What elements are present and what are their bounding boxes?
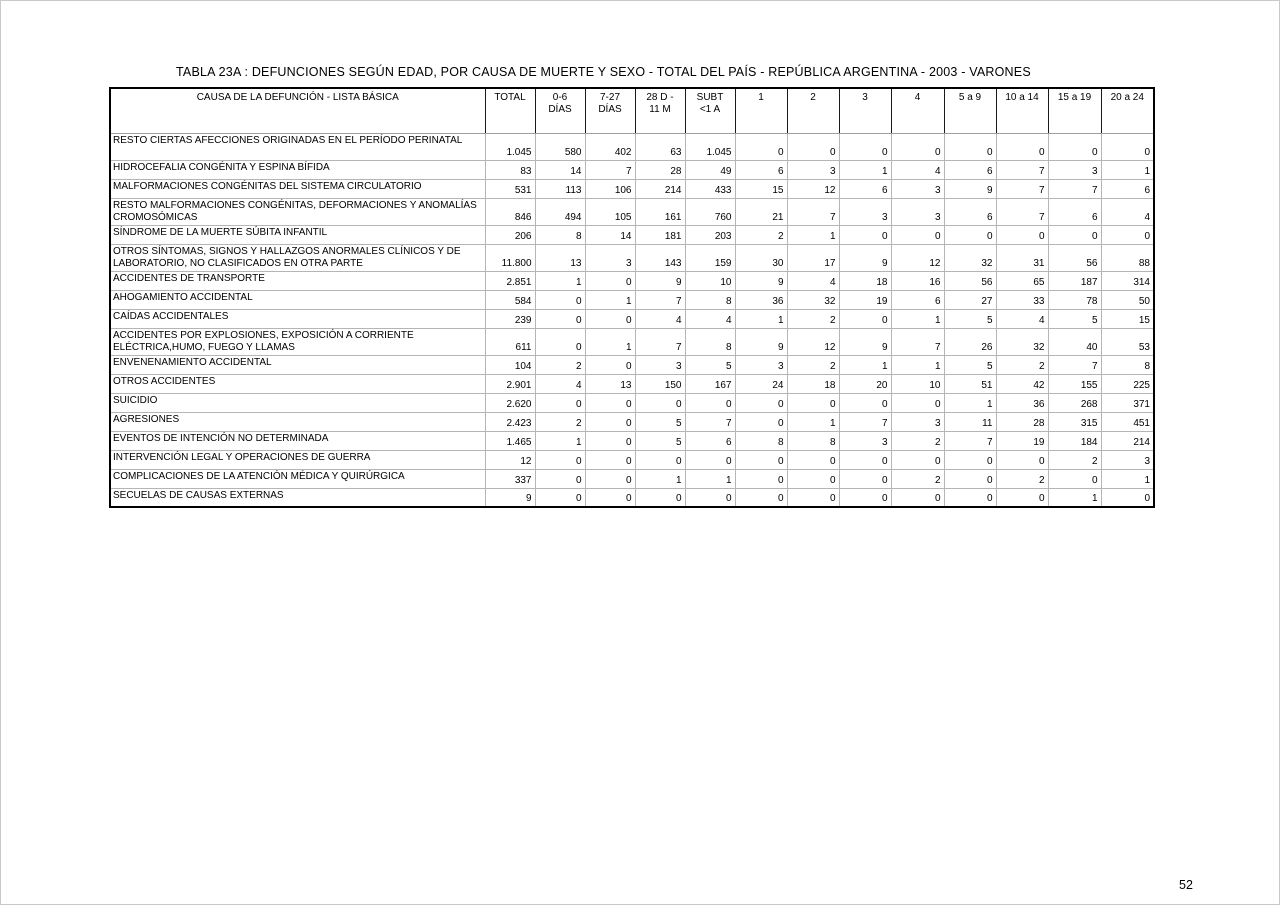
value-cell: 846: [485, 198, 535, 225]
value-cell: 0: [735, 412, 787, 431]
value-cell: 0: [735, 393, 787, 412]
value-cell: 3: [839, 198, 891, 225]
table-row: [110, 412, 1154, 431]
value-cell: 1: [535, 431, 585, 450]
value-cell: 18: [839, 271, 891, 290]
value-cell: 4: [996, 309, 1048, 328]
value-cell: 4: [535, 374, 585, 393]
value-cell: 239: [485, 309, 535, 328]
cause-label-cell: SUICIDIO: [110, 393, 485, 412]
value-cell: 0: [891, 488, 944, 507]
value-cell: 2.851: [485, 271, 535, 290]
header-row: [110, 88, 1154, 133]
cause-label-cell: INTERVENCIÓN LEGAL Y OPERACIONES DE GUERRA: [110, 450, 485, 469]
value-cell: 30: [735, 244, 787, 271]
value-cell: 1.465: [485, 431, 535, 450]
value-cell: 113: [535, 179, 585, 198]
value-cell: 155: [1048, 374, 1101, 393]
value-cell: 0: [685, 393, 735, 412]
value-cell: 5: [685, 355, 735, 374]
value-cell: 0: [585, 412, 635, 431]
value-cell: 0: [585, 355, 635, 374]
value-cell: 584: [485, 290, 535, 309]
defunciones-table: [109, 87, 1155, 508]
value-cell: 181: [635, 225, 685, 244]
value-cell: 0: [585, 271, 635, 290]
value-cell: 1: [685, 469, 735, 488]
table-row: [110, 450, 1154, 469]
value-cell: 1: [839, 160, 891, 179]
value-cell: 150: [635, 374, 685, 393]
value-cell: 6: [839, 179, 891, 198]
value-cell: 49: [685, 160, 735, 179]
column-header: CAUSA DE LA DEFUNCIÓN - LISTA BÁSICA: [110, 88, 485, 133]
value-cell: 2: [787, 355, 839, 374]
value-cell: 104: [485, 355, 535, 374]
value-cell: 0: [1101, 488, 1154, 507]
value-cell: 32: [996, 328, 1048, 355]
value-cell: 0: [996, 133, 1048, 160]
value-cell: 13: [585, 374, 635, 393]
value-cell: 0: [787, 393, 839, 412]
value-cell: 14: [585, 225, 635, 244]
value-cell: 2: [891, 469, 944, 488]
value-cell: 0: [839, 225, 891, 244]
value-cell: 7: [1048, 179, 1101, 198]
value-cell: 0: [891, 225, 944, 244]
value-cell: 12: [787, 179, 839, 198]
value-cell: 1: [1101, 469, 1154, 488]
value-cell: 0: [585, 450, 635, 469]
value-cell: 50: [1101, 290, 1154, 309]
table-row: [110, 244, 1154, 271]
table-row: [110, 374, 1154, 393]
value-cell: 19: [996, 431, 1048, 450]
value-cell: 1: [787, 412, 839, 431]
cause-label-cell: HIDROCEFALIA CONGÉNITA Y ESPINA BÍFIDA: [110, 160, 485, 179]
value-cell: 5: [944, 355, 996, 374]
value-cell: 433: [685, 179, 735, 198]
page-number: 52: [1179, 878, 1193, 892]
value-cell: 1: [1048, 488, 1101, 507]
value-cell: 7: [585, 160, 635, 179]
table-row: [110, 393, 1154, 412]
value-cell: 7: [891, 328, 944, 355]
value-cell: 2: [535, 412, 585, 431]
value-cell: 106: [585, 179, 635, 198]
value-cell: 1: [891, 355, 944, 374]
value-cell: 9: [635, 271, 685, 290]
table-header: [110, 88, 1154, 133]
value-cell: 7: [996, 198, 1048, 225]
value-cell: 187: [1048, 271, 1101, 290]
value-cell: 42: [996, 374, 1048, 393]
value-cell: 0: [944, 450, 996, 469]
value-cell: 0: [535, 488, 585, 507]
value-cell: 0: [891, 133, 944, 160]
value-cell: 9: [839, 244, 891, 271]
column-header: TOTAL: [485, 88, 535, 133]
value-cell: 8: [535, 225, 585, 244]
table-row: [110, 355, 1154, 374]
value-cell: 580: [535, 133, 585, 160]
column-header: 5 a 9: [944, 88, 996, 133]
value-cell: 0: [635, 450, 685, 469]
value-cell: 27: [944, 290, 996, 309]
value-cell: 31: [996, 244, 1048, 271]
value-cell: 12: [485, 450, 535, 469]
value-cell: 0: [585, 393, 635, 412]
value-cell: 6: [735, 160, 787, 179]
value-cell: 5: [944, 309, 996, 328]
value-cell: 0: [839, 450, 891, 469]
value-cell: 0: [1101, 133, 1154, 160]
value-cell: 0: [1048, 469, 1101, 488]
value-cell: 268: [1048, 393, 1101, 412]
value-cell: 9: [839, 328, 891, 355]
value-cell: 2: [787, 309, 839, 328]
value-cell: 21: [735, 198, 787, 225]
value-cell: 0: [839, 393, 891, 412]
value-cell: 78: [1048, 290, 1101, 309]
value-cell: 0: [787, 450, 839, 469]
value-cell: 0: [996, 488, 1048, 507]
value-cell: 0: [685, 488, 735, 507]
table-body: [110, 133, 1154, 507]
table-row: [110, 469, 1154, 488]
value-cell: 7: [1048, 355, 1101, 374]
value-cell: 0: [891, 393, 944, 412]
value-cell: 0: [839, 469, 891, 488]
value-cell: 531: [485, 179, 535, 198]
value-cell: 3: [787, 160, 839, 179]
value-cell: 402: [585, 133, 635, 160]
value-cell: 53: [1101, 328, 1154, 355]
value-cell: 36: [996, 393, 1048, 412]
value-cell: 4: [685, 309, 735, 328]
value-cell: 214: [1101, 431, 1154, 450]
value-cell: 15: [735, 179, 787, 198]
value-cell: 2: [996, 469, 1048, 488]
value-cell: 143: [635, 244, 685, 271]
value-cell: 5: [635, 431, 685, 450]
value-cell: 167: [685, 374, 735, 393]
value-cell: 32: [787, 290, 839, 309]
table-row: [110, 198, 1154, 225]
cause-label-cell: MALFORMACIONES CONGÉNITAS DEL SISTEMA CIRCULATORIO: [110, 179, 485, 198]
cause-label-cell: OTROS ACCIDENTES: [110, 374, 485, 393]
value-cell: 4: [1101, 198, 1154, 225]
value-cell: 9: [944, 179, 996, 198]
value-cell: 1.045: [685, 133, 735, 160]
value-cell: 0: [787, 488, 839, 507]
value-cell: 0: [585, 469, 635, 488]
value-cell: 7: [996, 160, 1048, 179]
value-cell: 2: [735, 225, 787, 244]
value-cell: 7: [635, 328, 685, 355]
value-cell: 0: [891, 450, 944, 469]
cause-label-cell: OTROS SÍNTOMAS, SIGNOS Y HALLAZGOS ANORMALES CLÍNICOS Y DE LABORATORIO, NO CLASIFICADOS EN OTRA PARTE: [110, 244, 485, 271]
value-cell: 2: [535, 355, 585, 374]
value-cell: 0: [944, 488, 996, 507]
value-cell: 9: [735, 328, 787, 355]
value-cell: 494: [535, 198, 585, 225]
value-cell: 6: [891, 290, 944, 309]
column-header: 3: [839, 88, 891, 133]
value-cell: 4: [787, 271, 839, 290]
column-header: 28 D - 11 M: [635, 88, 685, 133]
value-cell: 214: [635, 179, 685, 198]
value-cell: 0: [535, 450, 585, 469]
table-row: [110, 160, 1154, 179]
value-cell: 3: [891, 198, 944, 225]
value-cell: 1: [735, 309, 787, 328]
value-cell: 7: [635, 290, 685, 309]
column-header: 7-27 DÍAS: [585, 88, 635, 133]
cause-label-cell: AHOGAMIENTO ACCIDENTAL: [110, 290, 485, 309]
value-cell: 10: [685, 271, 735, 290]
table-row: [110, 271, 1154, 290]
table-row: [110, 431, 1154, 450]
value-cell: 0: [535, 290, 585, 309]
value-cell: 0: [635, 488, 685, 507]
value-cell: 8: [685, 328, 735, 355]
value-cell: 56: [1048, 244, 1101, 271]
value-cell: 0: [944, 225, 996, 244]
value-cell: 0: [1048, 133, 1101, 160]
value-cell: 28: [996, 412, 1048, 431]
value-cell: 1: [585, 290, 635, 309]
value-cell: 19: [839, 290, 891, 309]
value-cell: 0: [535, 469, 585, 488]
value-cell: 0: [944, 469, 996, 488]
value-cell: 6: [944, 160, 996, 179]
value-cell: 0: [787, 469, 839, 488]
column-header: 15 a 19: [1048, 88, 1101, 133]
value-cell: 0: [735, 488, 787, 507]
value-cell: 7: [685, 412, 735, 431]
value-cell: 2: [891, 431, 944, 450]
value-cell: 8: [735, 431, 787, 450]
table-row: [110, 328, 1154, 355]
cause-label-cell: COMPLICACIONES DE LA ATENCIÓN MÉDICA Y QUIRÚRGICA: [110, 469, 485, 488]
value-cell: 1: [535, 271, 585, 290]
value-cell: 0: [1048, 225, 1101, 244]
value-cell: 0: [996, 450, 1048, 469]
value-cell: 184: [1048, 431, 1101, 450]
value-cell: 63: [635, 133, 685, 160]
column-header: 20 a 24: [1101, 88, 1154, 133]
value-cell: 0: [535, 309, 585, 328]
value-cell: 6: [1048, 198, 1101, 225]
table-title: TABLA 23A : DEFUNCIONES SEGÚN EDAD, POR CAUSA DE MUERTE Y SEXO - TOTAL DEL PAÍS - REPÚBLICA ARGENTINA - 2003 - VARONES: [176, 65, 1031, 79]
value-cell: 225: [1101, 374, 1154, 393]
value-cell: 0: [685, 450, 735, 469]
column-header: SUBT <1 A: [685, 88, 735, 133]
value-cell: 0: [585, 309, 635, 328]
value-cell: 83: [485, 160, 535, 179]
value-cell: 2: [996, 355, 1048, 374]
value-cell: 337: [485, 469, 535, 488]
value-cell: 7: [944, 431, 996, 450]
value-cell: 16: [891, 271, 944, 290]
value-cell: 32: [944, 244, 996, 271]
value-cell: 0: [839, 488, 891, 507]
value-cell: 2.901: [485, 374, 535, 393]
value-cell: 3: [891, 179, 944, 198]
value-cell: 12: [787, 328, 839, 355]
value-cell: 2.423: [485, 412, 535, 431]
value-cell: 1: [839, 355, 891, 374]
value-cell: 11.800: [485, 244, 535, 271]
value-cell: 760: [685, 198, 735, 225]
value-cell: 6: [944, 198, 996, 225]
column-header: 2: [787, 88, 839, 133]
value-cell: 0: [635, 393, 685, 412]
cause-label-cell: CAÍDAS ACCIDENTALES: [110, 309, 485, 328]
value-cell: 56: [944, 271, 996, 290]
cause-label-cell: AGRESIONES: [110, 412, 485, 431]
column-header: 1: [735, 88, 787, 133]
value-cell: 11: [944, 412, 996, 431]
value-cell: 0: [735, 469, 787, 488]
table-row: [110, 179, 1154, 198]
value-cell: 8: [787, 431, 839, 450]
cause-label-cell: ACCIDENTES POR EXPLOSIONES, EXPOSICIÓN A CORRIENTE ELÉCTRICA,HUMO, FUEGO Y LLAMAS: [110, 328, 485, 355]
value-cell: 0: [839, 309, 891, 328]
value-cell: 0: [996, 225, 1048, 244]
value-cell: 9: [485, 488, 535, 507]
value-cell: 6: [1101, 179, 1154, 198]
value-cell: 24: [735, 374, 787, 393]
table-row: [110, 488, 1154, 507]
value-cell: 105: [585, 198, 635, 225]
value-cell: 7: [996, 179, 1048, 198]
value-cell: 20: [839, 374, 891, 393]
value-cell: 611: [485, 328, 535, 355]
value-cell: 6: [685, 431, 735, 450]
value-cell: 3: [735, 355, 787, 374]
value-cell: 12: [891, 244, 944, 271]
value-cell: 4: [635, 309, 685, 328]
value-cell: 1: [635, 469, 685, 488]
value-cell: 36: [735, 290, 787, 309]
value-cell: 1.045: [485, 133, 535, 160]
value-cell: 26: [944, 328, 996, 355]
value-cell: 0: [585, 431, 635, 450]
column-header: 10 a 14: [996, 88, 1048, 133]
table-row: [110, 225, 1154, 244]
column-header: 0-6 DÍAS: [535, 88, 585, 133]
value-cell: 3: [891, 412, 944, 431]
value-cell: 1: [585, 328, 635, 355]
table-row: [110, 133, 1154, 160]
value-cell: 315: [1048, 412, 1101, 431]
value-cell: 0: [535, 393, 585, 412]
value-cell: 5: [1048, 309, 1101, 328]
value-cell: 3: [1048, 160, 1101, 179]
column-header: 4: [891, 88, 944, 133]
value-cell: 65: [996, 271, 1048, 290]
value-cell: 0: [1101, 225, 1154, 244]
value-cell: 51: [944, 374, 996, 393]
value-cell: 3: [839, 431, 891, 450]
value-cell: 206: [485, 225, 535, 244]
value-cell: 3: [635, 355, 685, 374]
value-cell: 1: [787, 225, 839, 244]
cause-label-cell: ACCIDENTES DE TRANSPORTE: [110, 271, 485, 290]
value-cell: 1: [891, 309, 944, 328]
value-cell: 10: [891, 374, 944, 393]
value-cell: 7: [839, 412, 891, 431]
value-cell: 161: [635, 198, 685, 225]
value-cell: 88: [1101, 244, 1154, 271]
value-cell: 314: [1101, 271, 1154, 290]
value-cell: 203: [685, 225, 735, 244]
value-cell: 0: [735, 133, 787, 160]
value-cell: 1: [944, 393, 996, 412]
value-cell: 2: [1048, 450, 1101, 469]
table-row: [110, 309, 1154, 328]
value-cell: 15: [1101, 309, 1154, 328]
cause-label-cell: EVENTOS DE INTENCIÓN NO DETERMINADA: [110, 431, 485, 450]
value-cell: 0: [535, 328, 585, 355]
value-cell: 8: [685, 290, 735, 309]
value-cell: 14: [535, 160, 585, 179]
value-cell: 8: [1101, 355, 1154, 374]
value-cell: 1: [1101, 160, 1154, 179]
value-cell: 0: [735, 450, 787, 469]
value-cell: 18: [787, 374, 839, 393]
value-cell: 0: [585, 488, 635, 507]
value-cell: 17: [787, 244, 839, 271]
value-cell: 40: [1048, 328, 1101, 355]
value-cell: 3: [1101, 450, 1154, 469]
value-cell: 28: [635, 160, 685, 179]
value-cell: 371: [1101, 393, 1154, 412]
value-cell: 5: [635, 412, 685, 431]
table-row: [110, 290, 1154, 309]
cause-label-cell: ENVENENAMIENTO ACCIDENTAL: [110, 355, 485, 374]
cause-label-cell: RESTO MALFORMACIONES CONGÉNITAS, DEFORMACIONES Y ANOMALÍAS CROMOSÓMICAS: [110, 198, 485, 225]
value-cell: 0: [944, 133, 996, 160]
value-cell: 0: [839, 133, 891, 160]
value-cell: 9: [735, 271, 787, 290]
value-cell: 159: [685, 244, 735, 271]
value-cell: 2.620: [485, 393, 535, 412]
value-cell: 13: [535, 244, 585, 271]
value-cell: 451: [1101, 412, 1154, 431]
value-cell: 7: [787, 198, 839, 225]
value-cell: 3: [585, 244, 635, 271]
cause-label-cell: SÍNDROME DE LA MUERTE SÚBITA INFANTIL: [110, 225, 485, 244]
value-cell: 0: [787, 133, 839, 160]
cause-label-cell: SECUELAS DE CAUSAS EXTERNAS: [110, 488, 485, 507]
value-cell: 33: [996, 290, 1048, 309]
value-cell: 4: [891, 160, 944, 179]
cause-label-cell: RESTO CIERTAS AFECCIONES ORIGINADAS EN EL PERÍODO PERINATAL: [110, 133, 485, 160]
